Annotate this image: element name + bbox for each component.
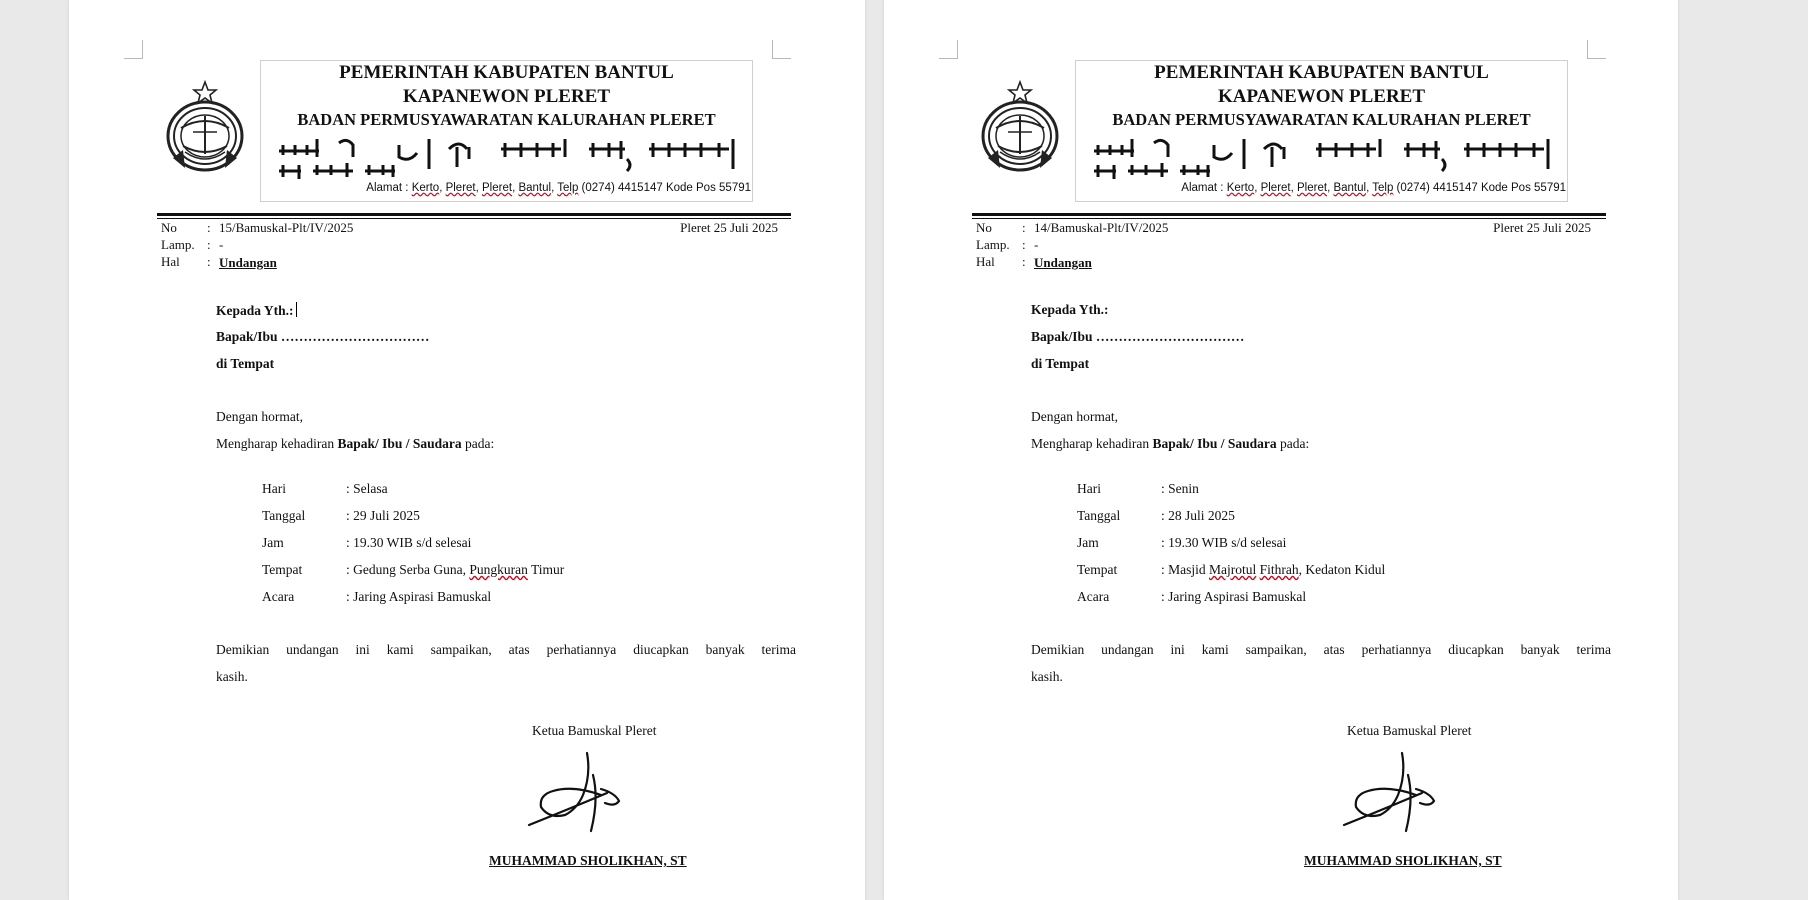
lamp-colon: :: [1022, 237, 1026, 252]
address-pleret-1: Pleret: [1260, 182, 1291, 194]
address-pleret-1: Pleret: [445, 182, 476, 194]
detail-tanggal-value: : 29 Juli 2025: [346, 508, 420, 523]
signatory-role: Ketua Bamuskal Pleret: [532, 723, 657, 738]
letterhead-line-3: BADAN PERMUSYAWARATAN KALURAHAN PLERET: [1112, 110, 1531, 129]
invitation-addressee: Bapak/ Ibu / Saudara: [337, 436, 462, 451]
lamp-label: Lamp.: [161, 237, 195, 252]
invitation-pre: Mengharap kehadiran: [216, 436, 338, 451]
letterhead-rule-thin: [972, 218, 1606, 219]
hal-label: Hal: [161, 254, 180, 269]
greeting: Dengan hormat,: [1031, 409, 1118, 424]
detail-tempat-label: Tempat: [262, 562, 303, 577]
tempat-misspelled-2: Fithrah: [1259, 562, 1299, 577]
no-label: No: [976, 220, 992, 235]
closing-line-1: Demikian undangan ini kami sampaikan, atas perhatiannya diucapkan banyak terima: [1031, 642, 1611, 657]
invitation-addressee: Bapak/ Ibu / Saudara: [1152, 436, 1277, 451]
signatory-name: MUHAMMAD SHOLIKHAN, ST: [489, 853, 687, 868]
detail-hari-label: Hari: [262, 481, 286, 496]
invitation-pre: Mengharap kehadiran: [1031, 436, 1153, 451]
address-sep: ,: [1366, 182, 1373, 194]
detail-jam-label: Jam: [1077, 535, 1099, 550]
tempat-pre: : Gedung Serba Guna,: [346, 562, 470, 577]
invitation-post: pada:: [461, 436, 495, 451]
address-sep: ,: [439, 182, 446, 194]
address-sep: ,: [512, 182, 519, 194]
crop-mark-top-right: [1587, 40, 1606, 59]
hal-value: Undangan: [219, 255, 277, 270]
address-pleret-2: Pleret: [482, 182, 513, 194]
address-prefix: Alamat :: [366, 182, 412, 194]
detail-hari-label: Hari: [1077, 481, 1101, 496]
letterhead-line-1: PEMERINTAH KABUPATEN BANTUL: [1154, 62, 1489, 83]
address-telp: Telp: [1372, 182, 1394, 194]
letterhead-line-1: PEMERINTAH KABUPATEN BANTUL: [339, 62, 674, 83]
detail-hari-value: : Senin: [1161, 481, 1199, 496]
letterhead-rule-thick: [157, 213, 791, 216]
detail-hari-value: : Selasa: [346, 481, 388, 496]
lamp-colon: :: [207, 237, 211, 252]
detail-jam-value: : 19.30 WIB s/d selesai: [346, 535, 472, 550]
letterhead-address: [269, 181, 751, 196]
recipient-name: Bapak/Ibu ……………………………: [216, 329, 430, 344]
hal-value: Undangan: [1034, 255, 1092, 270]
letterhead-line-2: KAPANEWON PLERET: [402, 86, 611, 107]
address-rest: (0274) 4415147 Kode Pos 55791: [1393, 182, 1566, 194]
tempat-post: , Kedaton Kidul: [1298, 562, 1386, 577]
address-prefix: Alamat :: [1181, 182, 1227, 194]
lamp-value: -: [219, 237, 224, 252]
address-sep: ,: [1254, 182, 1261, 194]
lamp-label: Lamp.: [976, 237, 1010, 252]
closing-line-2: kasih.: [1031, 669, 1063, 684]
tempat-pre: : Masjid: [1161, 562, 1210, 577]
address-telp: Telp: [557, 182, 579, 194]
greeting: Dengan hormat,: [216, 409, 303, 424]
address-bantul: Bantul: [518, 182, 552, 194]
no-colon: :: [1022, 220, 1026, 235]
recipient-heading[interactable]: [216, 302, 297, 319]
detail-acara-label: Acara: [1077, 589, 1110, 604]
invitation-sentence: [216, 436, 494, 452]
detail-tempat-value: [1161, 562, 1385, 578]
address-pleret-2: Pleret: [1297, 182, 1328, 194]
address-sep: ,: [551, 182, 558, 194]
recipient-place: di Tempat: [216, 356, 275, 371]
detail-acara-value: : Jaring Aspirasi Bamuskal: [346, 589, 492, 604]
detail-acara-label: Acara: [262, 589, 295, 604]
closing-line-2: kasih.: [216, 669, 248, 684]
detail-jam-label: Jam: [262, 535, 284, 550]
detail-tempat-value: [346, 562, 564, 578]
address-sep: ,: [1327, 182, 1334, 194]
hal-colon: :: [207, 254, 211, 269]
invitation-post: pada:: [1276, 436, 1310, 451]
crop-mark-top-right: [772, 40, 791, 59]
letter-date: Pleret 25 Juli 2025: [680, 220, 778, 235]
tempat-misspelled-1: Majrotul: [1209, 562, 1257, 577]
address-bantul: Bantul: [1333, 182, 1367, 194]
no-value: 15/Bamuskal-Plt/IV/2025: [219, 220, 354, 235]
address-sep: ,: [475, 182, 483, 194]
hal-colon: :: [1022, 254, 1026, 269]
crop-mark-top-left: [939, 40, 958, 59]
detail-jam-value: : 19.30 WIB s/d selesai: [1161, 535, 1287, 550]
tempat-misspelled-1: Pungkuran: [469, 562, 528, 577]
bantul-emblem-logo: [978, 80, 1062, 176]
no-label: No: [161, 220, 177, 235]
address-kerto: Kerto: [1226, 182, 1255, 194]
invitation-sentence: [1031, 436, 1309, 452]
handwritten-signature: [519, 745, 639, 840]
letter-date: Pleret 25 Juli 2025: [1493, 220, 1591, 235]
no-colon: :: [207, 220, 211, 235]
detail-acara-value: : Jaring Aspirasi Bamuskal: [1161, 589, 1307, 604]
recipient-name: Bapak/Ibu ……………………………: [1031, 329, 1245, 344]
letterhead-line-3: BADAN PERMUSYAWARATAN KALURAHAN PLERET: [297, 110, 716, 129]
recipient-heading-text: Kepada Yth.:: [216, 303, 294, 318]
javanese-script-line: [269, 135, 749, 181]
letterhead-address: [1084, 181, 1566, 196]
detail-tanggal-value: : 28 Juli 2025: [1161, 508, 1235, 523]
lamp-value: -: [1034, 237, 1039, 252]
detail-tempat-label: Tempat: [1077, 562, 1118, 577]
letterhead-rule-thick: [972, 213, 1606, 216]
detail-tanggal-label: Tanggal: [262, 508, 306, 523]
bantul-emblem-logo: [163, 80, 247, 176]
no-value: 14/Bamuskal-Plt/IV/2025: [1034, 220, 1169, 235]
document-page-1[interactable]: [69, 0, 865, 900]
tempat-word-2: Timur: [531, 562, 565, 577]
address-kerto: Kerto: [411, 182, 440, 194]
hal-label: Hal: [976, 254, 995, 269]
recipient-heading[interactable]: Kepada Yth.:: [1031, 302, 1109, 317]
document-page-2[interactable]: [884, 0, 1678, 900]
signatory-name: MUHAMMAD SHOLIKHAN, ST: [1304, 853, 1502, 868]
address-sep: ,: [1290, 182, 1298, 194]
signatory-role: Ketua Bamuskal Pleret: [1347, 723, 1472, 738]
crop-mark-top-left: [124, 40, 143, 59]
text-cursor: [296, 302, 297, 317]
handwritten-signature: [1334, 745, 1454, 840]
closing-line-1: Demikian undangan ini kami sampaikan, atas perhatiannya diucapkan banyak terima: [216, 642, 796, 657]
address-rest: (0274) 4415147 Kode Pos 55791: [578, 182, 751, 194]
recipient-place: di Tempat: [1031, 356, 1090, 371]
javanese-script-line: [1084, 135, 1564, 181]
letterhead-line-2: KAPANEWON PLERET: [1217, 86, 1426, 107]
detail-tanggal-label: Tanggal: [1077, 508, 1121, 523]
letterhead-rule-thin: [157, 218, 791, 219]
